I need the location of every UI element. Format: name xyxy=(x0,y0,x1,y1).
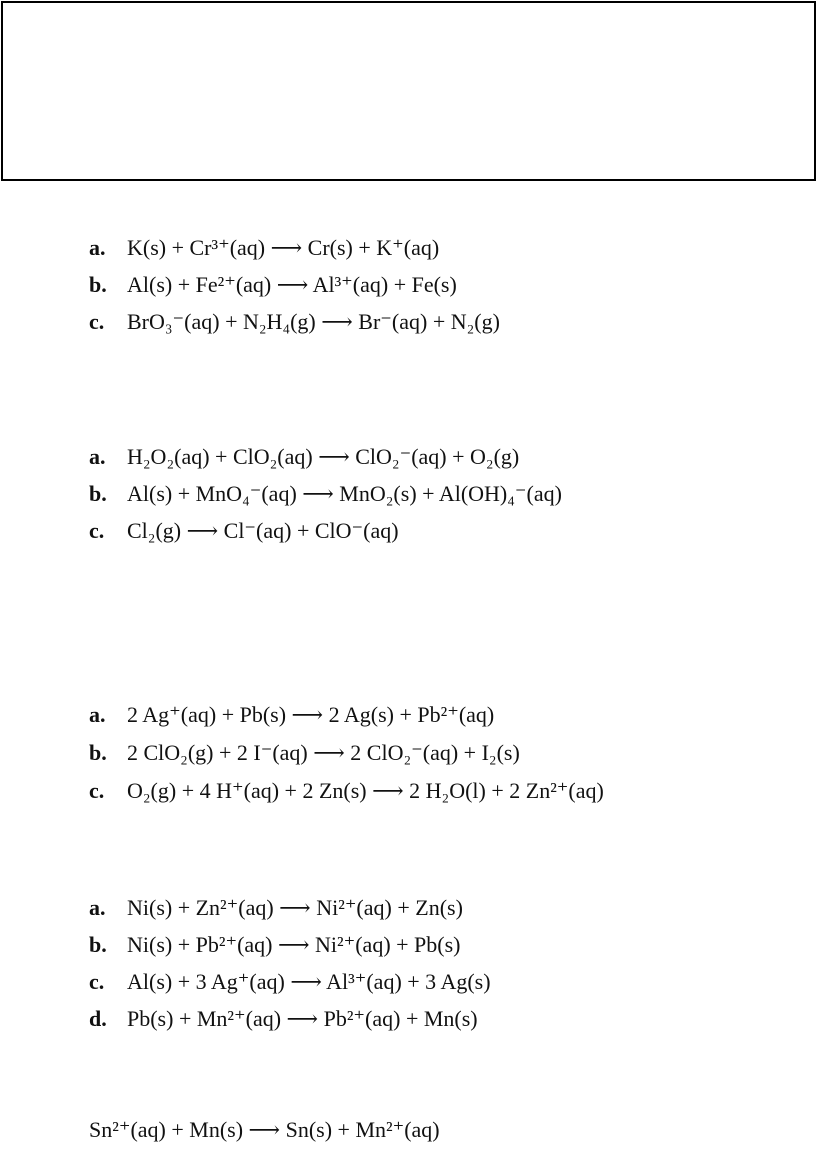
equation-text: K(s) + Cr³⁺(aq) ⟶ Cr(s) + K⁺(aq) xyxy=(127,235,440,260)
equation-row xyxy=(89,1005,491,1033)
equation-text: H₂O₂(aq) + ClO₂(aq) ⟶ ClO₂⁻(aq) + O₂(g) xyxy=(127,444,520,469)
equation-label: a. xyxy=(89,702,106,727)
equation-text: Pb(s) + Mn²⁺(aq) ⟶ Pb²⁺(aq) + Mn(s) xyxy=(127,1006,478,1031)
equation-row xyxy=(89,739,604,767)
equation-row xyxy=(89,308,500,336)
equation-row xyxy=(89,234,500,262)
equation-label: c. xyxy=(89,518,105,543)
equation-row xyxy=(89,1116,440,1144)
equation-text: BrO₃⁻(aq) + N₂H₄(g) ⟶ Br⁻(aq) + N₂(g) xyxy=(127,309,500,334)
equation-label: a. xyxy=(89,235,106,260)
equation-label: c. xyxy=(89,969,105,994)
equation-label: a. xyxy=(89,444,106,469)
equation-row xyxy=(89,480,562,508)
equation-text: Al(s) + 3 Ag⁺(aq) ⟶ Al³⁺(aq) + 3 Ag(s) xyxy=(127,969,491,994)
equation-label: b. xyxy=(89,932,107,957)
equation-label: c. xyxy=(89,778,105,803)
equation-text: 2 ClO₂(g) + 2 I⁻(aq) ⟶ 2 ClO₂⁻(aq) + I₂(s) xyxy=(127,740,520,765)
problem-set-4 xyxy=(89,894,491,1042)
equation-text: 2 Ag⁺(aq) + Pb(s) ⟶ 2 Ag(s) + Pb²⁺(aq) xyxy=(127,702,495,727)
problem-set-2 xyxy=(89,443,562,554)
equation-row xyxy=(89,517,562,545)
equation-text: Ni(s) + Zn²⁺(aq) ⟶ Ni²⁺(aq) + Zn(s) xyxy=(127,895,463,920)
equation-label: b. xyxy=(89,740,107,765)
header-box xyxy=(1,1,816,181)
equation-row xyxy=(89,968,491,996)
equation-label: d. xyxy=(89,1006,107,1031)
equation-label: c. xyxy=(89,309,105,334)
equation-row xyxy=(89,443,562,471)
equation-row xyxy=(89,271,500,299)
problem-set-3 xyxy=(89,701,604,815)
equation-label: b. xyxy=(89,481,107,506)
equation-row xyxy=(89,894,491,922)
equation-text: Al(s) + Fe²⁺(aq) ⟶ Al³⁺(aq) + Fe(s) xyxy=(127,272,457,297)
problem-set-1 xyxy=(89,234,500,345)
problem-set-5 xyxy=(89,1116,440,1144)
equation-text: Al(s) + MnO₄⁻(aq) ⟶ MnO₂(s) + Al(OH)₄⁻(aq) xyxy=(127,481,562,506)
equation-label: b. xyxy=(89,272,107,297)
equation-row xyxy=(89,931,491,959)
equation-row xyxy=(89,701,604,729)
equation-text: O₂(g) + 4 H⁺(aq) + 2 Zn(s) ⟶ 2 H₂O(l) + 2 Zn²⁺(aq) xyxy=(127,778,604,803)
equation-row xyxy=(89,777,604,805)
equation-label: a. xyxy=(89,895,106,920)
equation-text: Sn²⁺(aq) + Mn(s) ⟶ Sn(s) + Mn²⁺(aq) xyxy=(89,1117,440,1142)
equation-text: Ni(s) + Pb²⁺(aq) ⟶ Ni²⁺(aq) + Pb(s) xyxy=(127,932,461,957)
equation-text: Cl₂(g) ⟶ Cl⁻(aq) + ClO⁻(aq) xyxy=(127,518,399,543)
